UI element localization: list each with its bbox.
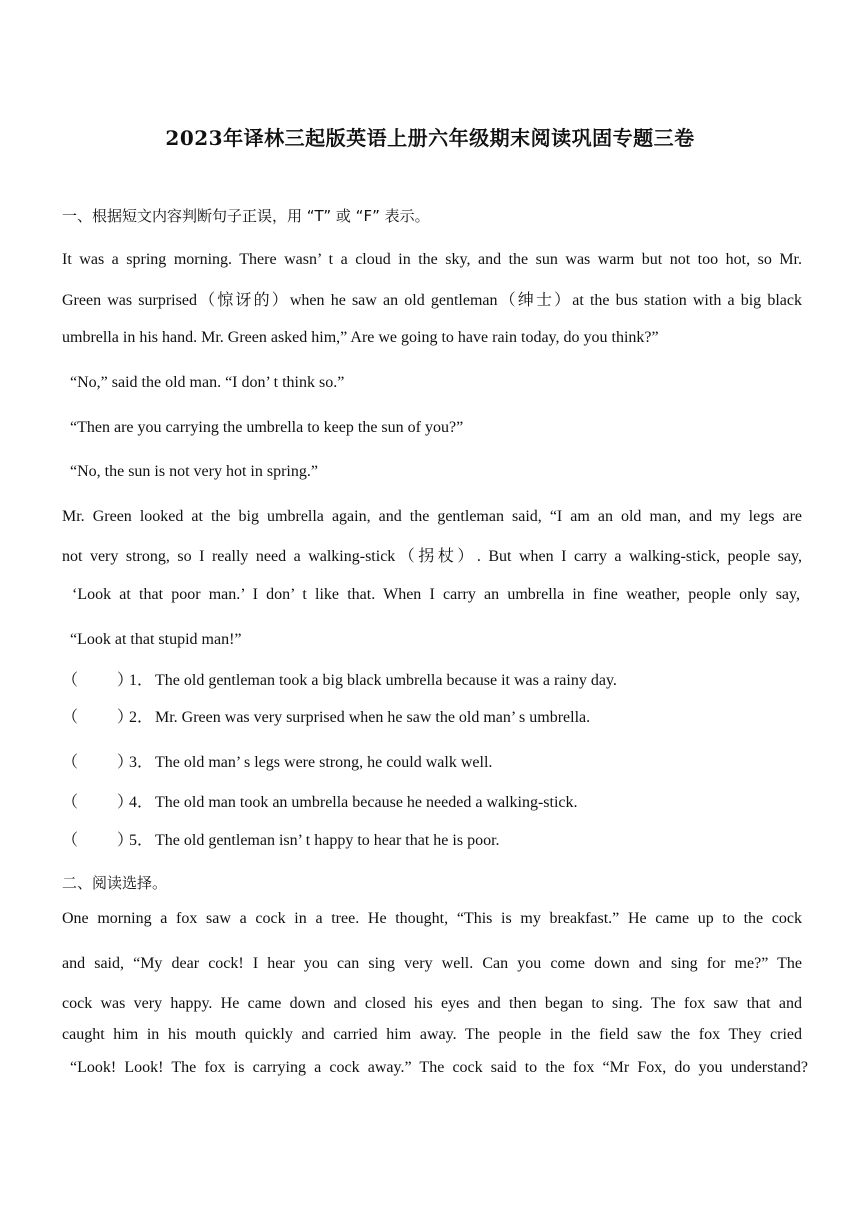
question-number: 1． xyxy=(129,672,154,689)
question-row[interactable] xyxy=(62,831,500,851)
question-text: The old gentleman took a big black umbrella because it was a rainy day. xyxy=(155,672,617,689)
answer-open-paren: （ xyxy=(62,672,79,689)
question-row[interactable] xyxy=(62,753,492,773)
answer-open-paren: （ xyxy=(62,754,79,771)
question-text: Mr. Green was very surprised when he saw the old man’ s umbrella. xyxy=(155,709,591,726)
answer-close-paren: ） xyxy=(117,709,134,726)
passage1-line: “Then are you carrying the umbrella to keep the sun of you?” xyxy=(70,419,464,436)
question-text: The old man took an umbrella because he needed a walking-stick. xyxy=(155,794,578,811)
passage2-line: One morning a fox saw a cock in a tree. He thought, “This is my breakfast.” He came up to the cock xyxy=(62,910,802,927)
question-text: The old man’ s legs were strong, he could walk well. xyxy=(155,754,493,771)
passage1-line: It was a spring morning. There wasn’ t a cloud in the sky, and the sun was warm but not too hot, so Mr. xyxy=(62,251,802,268)
question-row[interactable] xyxy=(62,793,578,813)
passage2-line: and said, “My dear cock! I hear you can sing very well. Can you come down and sing for me?” The xyxy=(62,955,802,972)
passage1-line: Mr. Green looked at the big umbrella again, and the gentleman said, “I am an old man, and my legs are xyxy=(62,508,802,525)
answer-open-paren: （ xyxy=(62,794,79,811)
document-title: 2023年译林三起版英语上册六年级期末阅读巩固专题三卷 xyxy=(165,126,695,150)
answer-open-paren: （ xyxy=(62,832,79,849)
passage1-line: umbrella in his hand. Mr. Green asked him,” Are we going to have rain today, do you think?” xyxy=(62,329,659,346)
answer-close-paren: ） xyxy=(117,672,134,689)
question-text: The old gentleman isn’ t happy to hear that he is poor. xyxy=(155,832,500,849)
answer-close-paren: ） xyxy=(117,754,134,771)
question-row[interactable] xyxy=(62,671,617,691)
passage1-line: “No, the sun is not very hot in spring.” xyxy=(70,463,318,480)
passage2-line: “Look! Look! The fox is carrying a cock away.” The cock said to the fox “Mr Fox, do you understand? xyxy=(70,1059,808,1076)
passage1-line: “No,” said the old man. “I don’ t think so.” xyxy=(70,374,345,391)
passage2-line: caught him in his mouth quickly and carried him away. The people in the field saw the fox They cried xyxy=(62,1026,802,1043)
passage1-line: ‘Look at that poor man.’ I don’ t like that. When I carry an umbrella in fine weather, people only say, xyxy=(72,586,800,603)
question-number: 3． xyxy=(129,754,154,771)
passage1-line: Green was surprised（惊讶的）when he saw an old gentleman（绅士）at the bus station with a big black xyxy=(62,292,802,309)
question-row[interactable] xyxy=(62,708,590,728)
answer-close-paren: ） xyxy=(117,832,134,849)
passage1-line: “Look at that stupid man!” xyxy=(70,631,242,648)
section1-heading: 一、根据短文内容判断句子正误，用 “T” 或 “F” 表示。 xyxy=(62,207,430,225)
passage2-line: cock was very happy. He came down and closed his eyes and then began to sing. The fox saw that and xyxy=(62,995,802,1012)
question-number: 2． xyxy=(129,709,154,726)
answer-open-paren: （ xyxy=(62,709,79,726)
answer-close-paren: ） xyxy=(117,794,134,811)
question-number: 5． xyxy=(129,832,154,849)
question-number: 4． xyxy=(129,794,154,811)
section2-heading: 二、阅读选择。 xyxy=(62,874,168,892)
passage1-line: not very strong, so I really need a walking-stick（拐杖）. But when I carry a walking-stick, people say, xyxy=(62,548,802,565)
